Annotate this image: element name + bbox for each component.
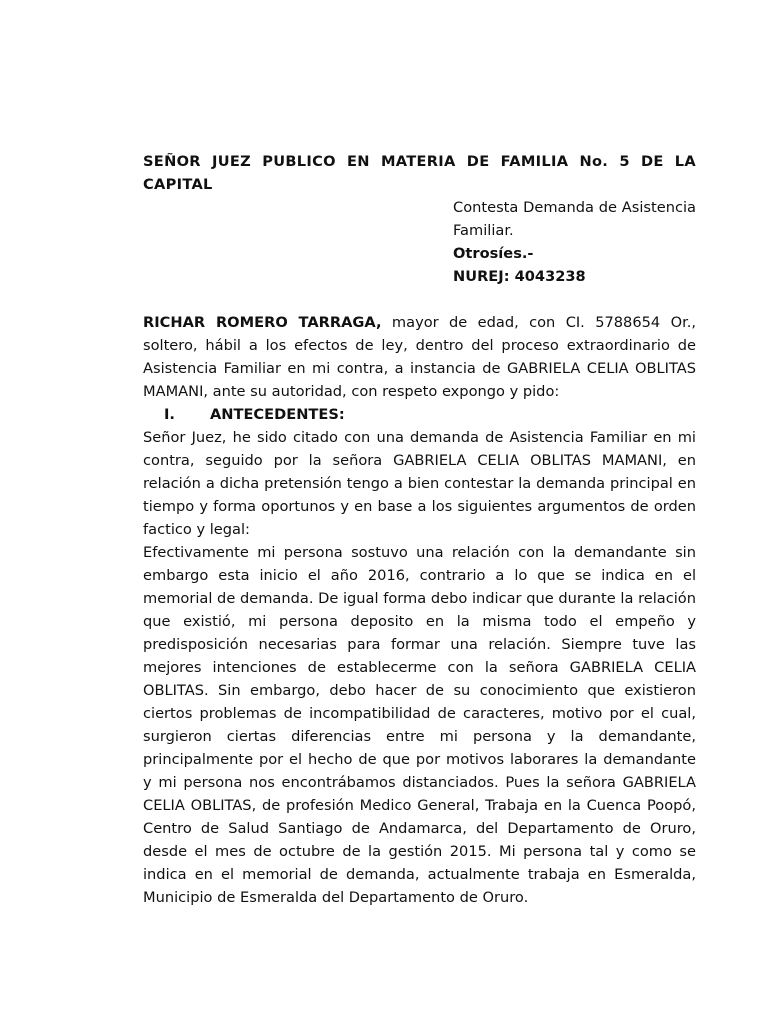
paragraph-2: Efectivamente mi persona sostuvo una relación con la demandante sin embargo esta inicio el año 2016, contrario a lo que se indica en el memorial de demanda. De igual forma debo indicar que durante la relación que existió, mi persona deposito en la misma todo el empeño y predisposición necesarias para formar una relación. Siempre tuve las mejores intenciones de establecerme con la señora GABRIELA CELIA OBLITAS. Sin embargo, debo hacer de su conocimiento que existieron ciertos problemas de incompatibilidad de caracteres, motivo por el cual, surgieron ciertas diferencias entre mi persona y la demandante, principalmente por el hecho de que por motivos laborares la demandante y mi persona nos encontrábamos distanciados. Pues la señora GABRIELA CELIA OBLITAS, de profesión Medico General, Trabaja en la Cuenca Poopó, Centro de Salud Santiago de Andamarca, del Departamento de Oruro, desde el mes de octubre de la gestión 2015. Mi persona tal y como se indica en el memorial de demanda, actualmente trabaja en Esmeralda, Municipio de Esmeralda del Departamento de Oruro. [143, 544, 696, 906]
paragraph-1: Señor Juez, he sido citado con una demanda de Asistencia Familiar en mi contra, seguido por la señora GABRIELA CELIA OBLITAS MAMANI, en relación a dicha pretensión tengo a bien contestar la demanda principal en tiempo y forma oportunos y en base a los siguientes argumentos de orden factico y legal: [143, 429, 696, 538]
plaintiff-name: RICHAR ROMERO TARRAGA, [143, 314, 382, 331]
intro-paragraph [143, 311, 696, 403]
nurej-line: NUREJ: 4043238 [453, 268, 586, 285]
addressee-heading: SEÑOR JUEZ PUBLICO EN MATERIA DE FAMILIA No. 5 DE LA CAPITAL [143, 153, 696, 193]
subject-line: Contesta Demanda de Asistencia Familiar. [453, 199, 696, 239]
spacer [143, 288, 696, 311]
intro-text: mayor de edad, con CI. 5788654 Or., soltero, hábil a los efectos de ley, dentro del proceso extraordinario de Asistencia Familiar en mi contra, a instancia de GABRIELA CELIA OBLITAS MAMANI, ante su autoridad, con respeto expongo y pido: [143, 314, 697, 400]
document-page [143, 150, 696, 909]
section-title: ANTECEDENTES: [210, 406, 345, 423]
subject-block [453, 196, 696, 288]
section-number: I. [164, 406, 175, 423]
otrosies-line: Otrosíes.- [453, 245, 534, 262]
section-heading [143, 403, 696, 426]
